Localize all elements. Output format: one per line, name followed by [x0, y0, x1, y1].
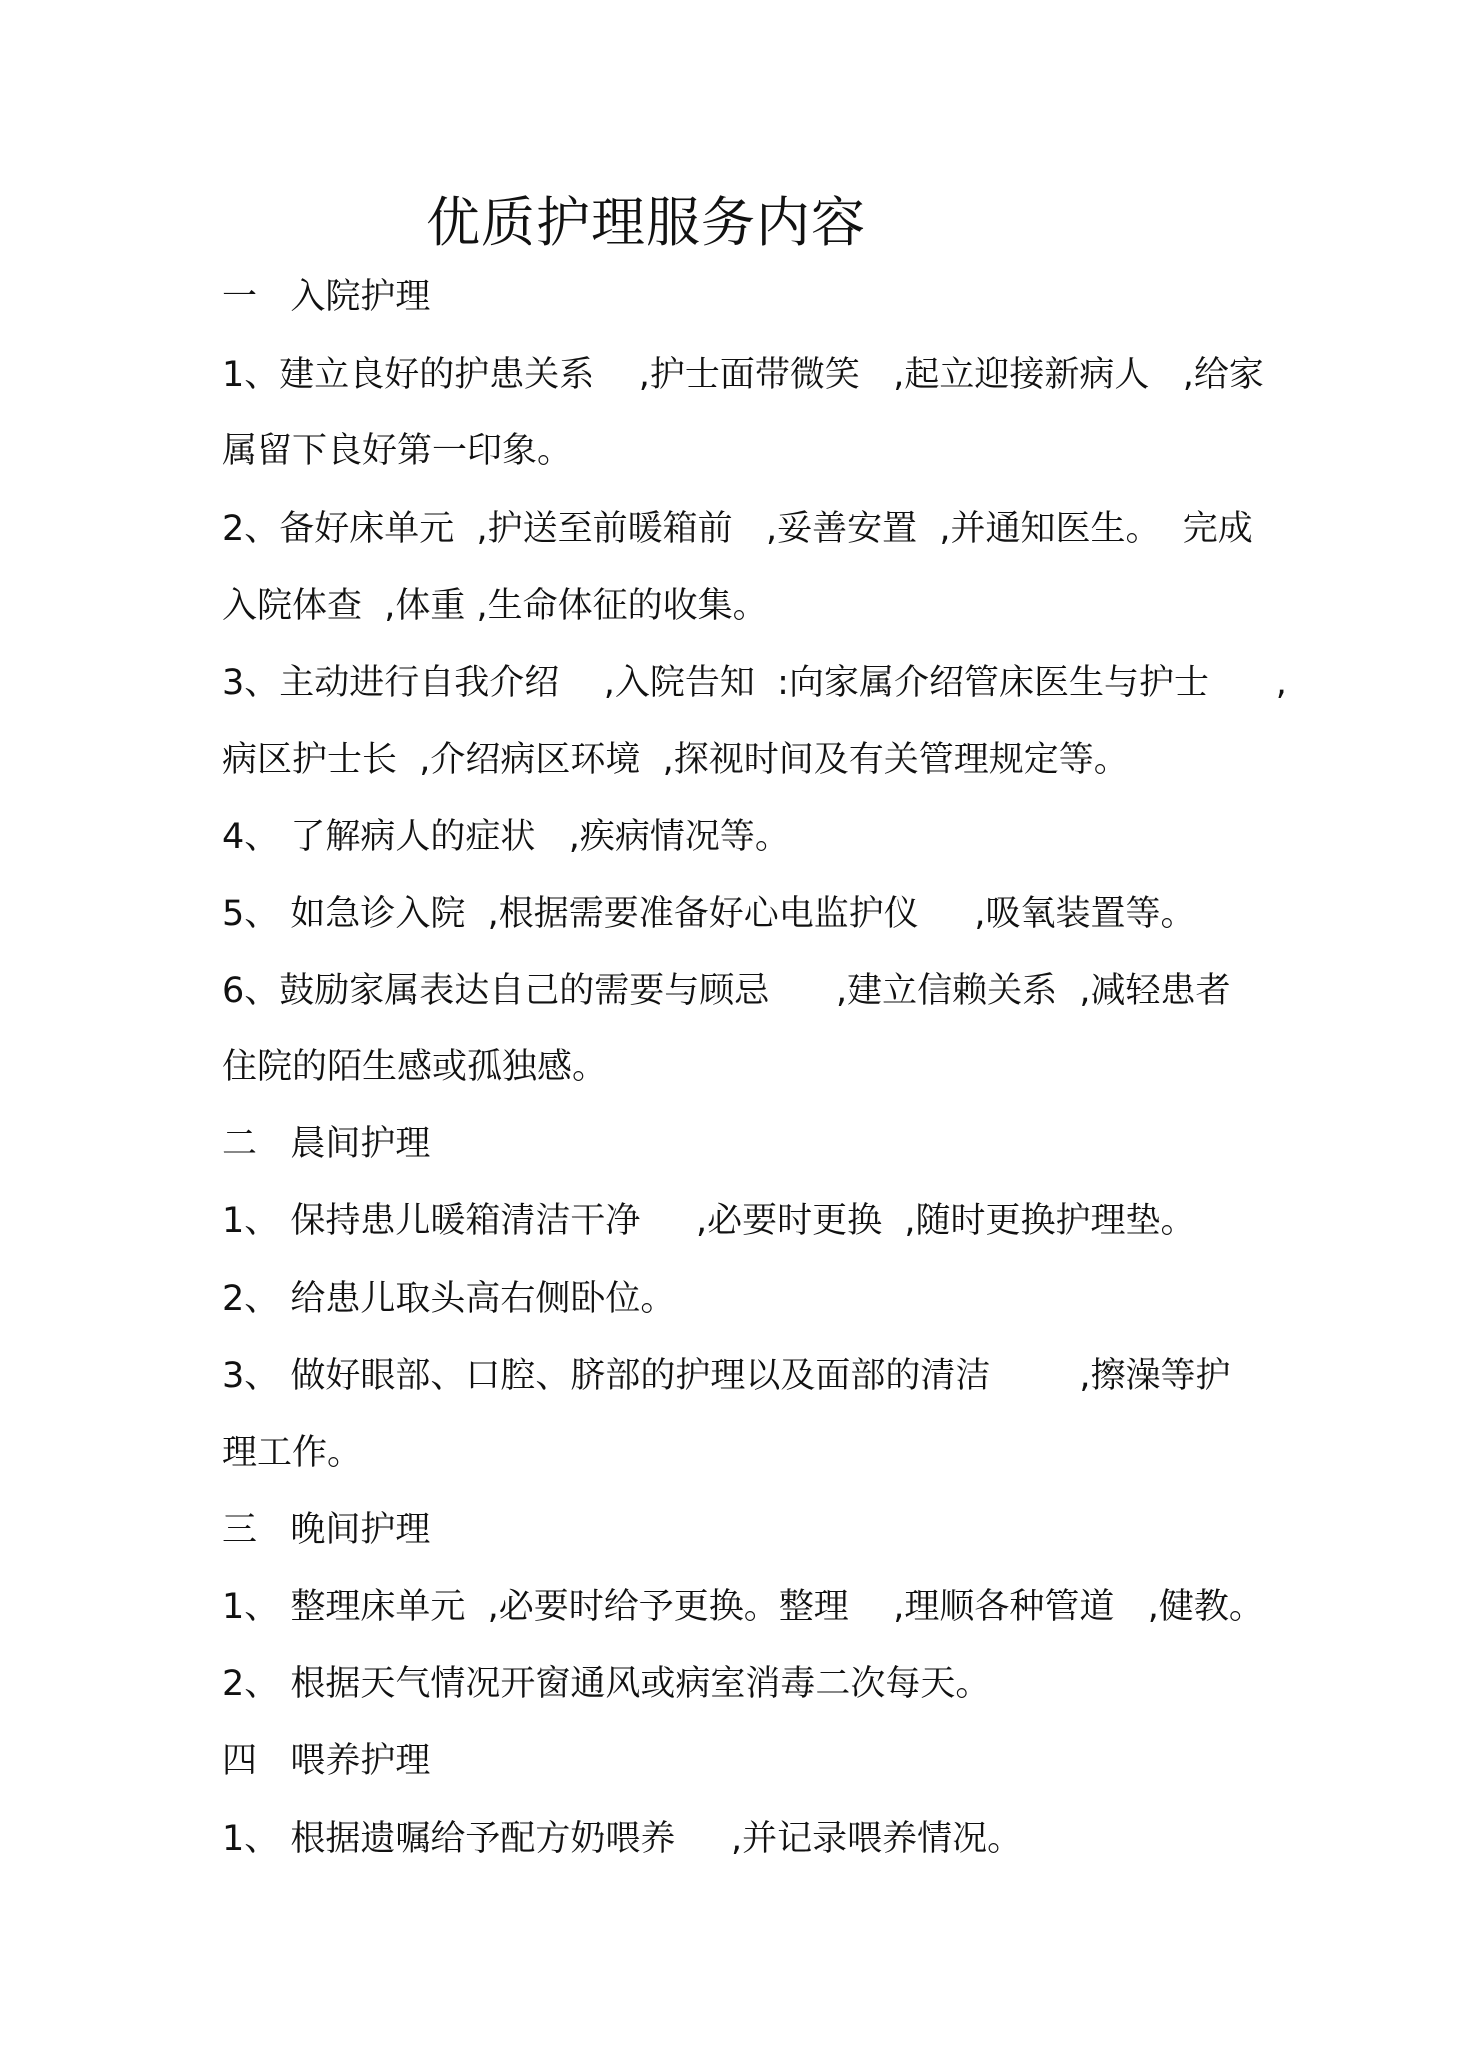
- text-line: 2、备好床单元 ,护送至前暖箱前 ,妥善安置 ,并通知医生。 完成: [222, 509, 1253, 549]
- text-line: 2、 根据天气情况开窗通风或病室消毒二次每天。: [222, 1664, 991, 1704]
- section-heading-feeding: 四 喂养护理: [222, 1741, 431, 1781]
- text-line: 3、 做好眼部、口腔、脐部的护理以及面部的清洁 ,擦澡等护: [222, 1356, 1231, 1396]
- text-line: 病区护士长 ,介绍病区环境 ,探视时间及有关管理规定等。: [222, 740, 1129, 780]
- text-line: 住院的陌生感或孤独感。: [222, 1047, 608, 1087]
- text-line: 4、 了解病人的症状 ,疾病情况等。: [222, 817, 790, 857]
- page-title: 优质护理服务内容: [426, 191, 866, 254]
- text-line: 1、建立良好的护患关系 ,护士面带微笑 ,起立迎接新病人 ,给家: [222, 355, 1264, 395]
- text-line: 1、 根据遗嘱给予配方奶喂养 ,并记录喂养情况。: [222, 1819, 1023, 1859]
- section-heading-morning: 二 晨间护理: [222, 1124, 431, 1164]
- text-line: 理工作。: [222, 1433, 363, 1473]
- section-heading-admission: 一 入院护理: [222, 277, 431, 317]
- text-line: 2、 给患儿取头高右侧卧位。: [222, 1279, 676, 1319]
- text-line: 属留下良好第一印象。: [222, 431, 573, 471]
- section-heading-evening: 三 晚间护理: [222, 1510, 431, 1550]
- text-line: 1、 保持患儿暖箱清洁干净 ,必要时更换 ,随时更换护理垫。: [222, 1201, 1196, 1241]
- text-line: 3、主动进行自我介绍 ,入院告知 :向家属介绍管床医生与护士 ,: [222, 663, 1287, 703]
- text-line: 5、 如急诊入院 ,根据需要准备好心电监护仪 ,吸氧装置等。: [222, 894, 1196, 934]
- text-line: 1、 整理床单元 ,必要时给予更换。整理 ,理顺各种管道 ,健教。: [222, 1587, 1264, 1627]
- text-line: 6、鼓励家属表达自己的需要与顾忌 ,建立信赖关系 ,减轻患者: [222, 971, 1231, 1011]
- text-line: 入院体查 ,体重 ,生命体征的收集。: [222, 586, 768, 626]
